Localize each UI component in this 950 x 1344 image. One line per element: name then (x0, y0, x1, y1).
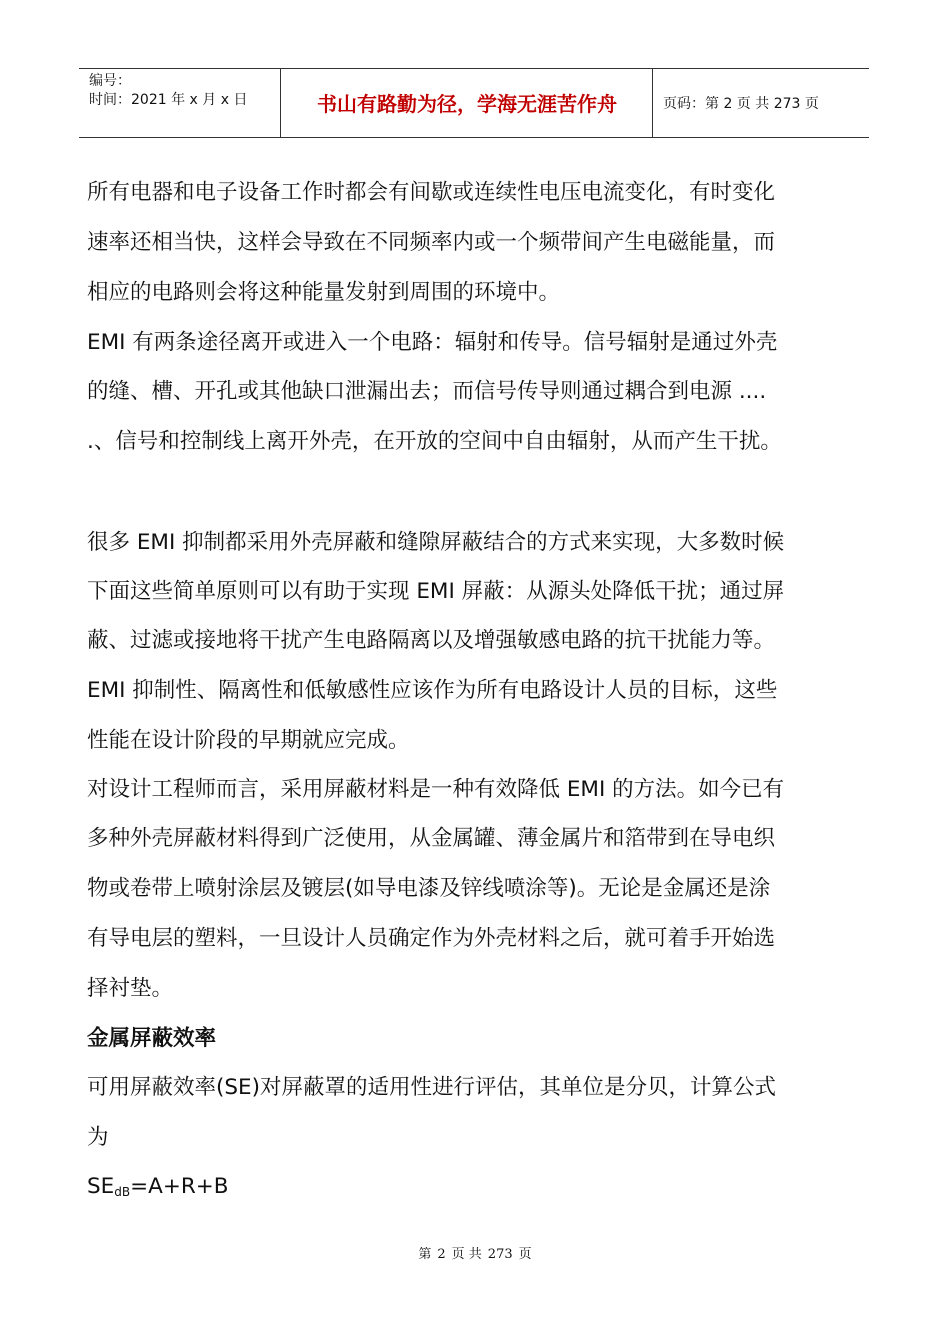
paragraph-line: 所有电器和电子设备工作时都会有间歇或连续性电压电流变化，有时变化 (87, 180, 776, 205)
footer-mid: 页 共 (451, 1247, 482, 1262)
paragraph-line: 性能在设计阶段的早期就应完成。 (87, 728, 410, 753)
header-motto: 书山有路勤为径，学海无涯苦作舟 (317, 92, 617, 116)
paragraph-line: EMI 有两条途径离开或进入一个电路：辐射和传导。信号辐射是通过外壳 (87, 330, 778, 355)
header-page-info: 页码：第 2 页 共 273 页 (663, 96, 819, 112)
paragraph-line: 很多 EMI 抑制都采用外壳屏蔽和缝隙屏蔽结合的方式来实现，大多数时候 (87, 530, 785, 555)
paragraph-line: 有导电层的塑料，一旦设计人员确定作为外壳材料之后，就可着手开始选 (87, 926, 776, 951)
shielding-formula (87, 1173, 229, 1206)
header-page-cell (653, 69, 869, 137)
paragraph-line: 速率还相当快，这样会导致在不同频率内或一个频带间产生电磁能量，而 (87, 230, 776, 255)
paragraph-line: 为 (87, 1125, 109, 1150)
footer-page-number: 2 (437, 1247, 446, 1262)
formula-main: SE (87, 1174, 115, 1199)
formula-subscript: dB (114, 1185, 131, 1199)
header-motto-cell (281, 69, 653, 137)
paragraph-line: 下面这些简单原则可以有助于实现 EMI 屏蔽：从源头处降低干扰；通过屏 (87, 579, 785, 604)
paragraph-line: 物或卷带上喷射涂层及镀层(如导电漆及锌线喷涂等)。无论是金属还是涂 (87, 876, 771, 901)
paragraph-line: 的缝、槽、开孔或其他缺口泄漏出去；而信号传导则通过耦合到电源 .... (87, 379, 767, 404)
paragraph-line: .、信号和控制线上离开外壳，在开放的空间中自由辐射，从而产生干扰。 (87, 429, 782, 454)
footer-suffix: 页 (518, 1247, 532, 1262)
paragraph-line: 择衬垫。 (87, 976, 174, 1001)
document-number-label: 编号： (89, 73, 131, 89)
document-time-label: 时间：2021 年 x 月 x 日 (89, 92, 248, 108)
page-header (79, 68, 869, 138)
paragraph-line: 相应的电路则会将这种能量发射到周围的环境中。 (87, 280, 561, 305)
section-heading: 金属屏蔽效率 (87, 1026, 217, 1051)
paragraph-line: 可用屏蔽效率(SE)对屏蔽罩的适用性进行评估，其单位是分贝，计算公式 (87, 1075, 777, 1100)
header-meta-cell (79, 69, 281, 137)
footer-prefix: 第 (418, 1247, 432, 1262)
paragraph-line: 对设计工程师而言，采用屏蔽材料是一种有效降低 EMI 的方法。如今已有 (87, 777, 785, 802)
paragraph-line: 多种外壳屏蔽材料得到广泛使用，从金属罐、薄金属片和箔带到在导电织 (87, 826, 776, 851)
page-footer (0, 1247, 950, 1263)
paragraph-line: 蔽、过滤或接地将干扰产生电路隔离以及增强敏感电路的抗干扰能力等。 (87, 628, 776, 653)
footer-page-total: 273 (487, 1247, 513, 1262)
paragraph-line: EMI 抑制性、隔离性和低敏感性应该作为所有电路设计人员的目标，这些 (87, 678, 778, 703)
formula-rest: =A+R+B (130, 1174, 229, 1199)
